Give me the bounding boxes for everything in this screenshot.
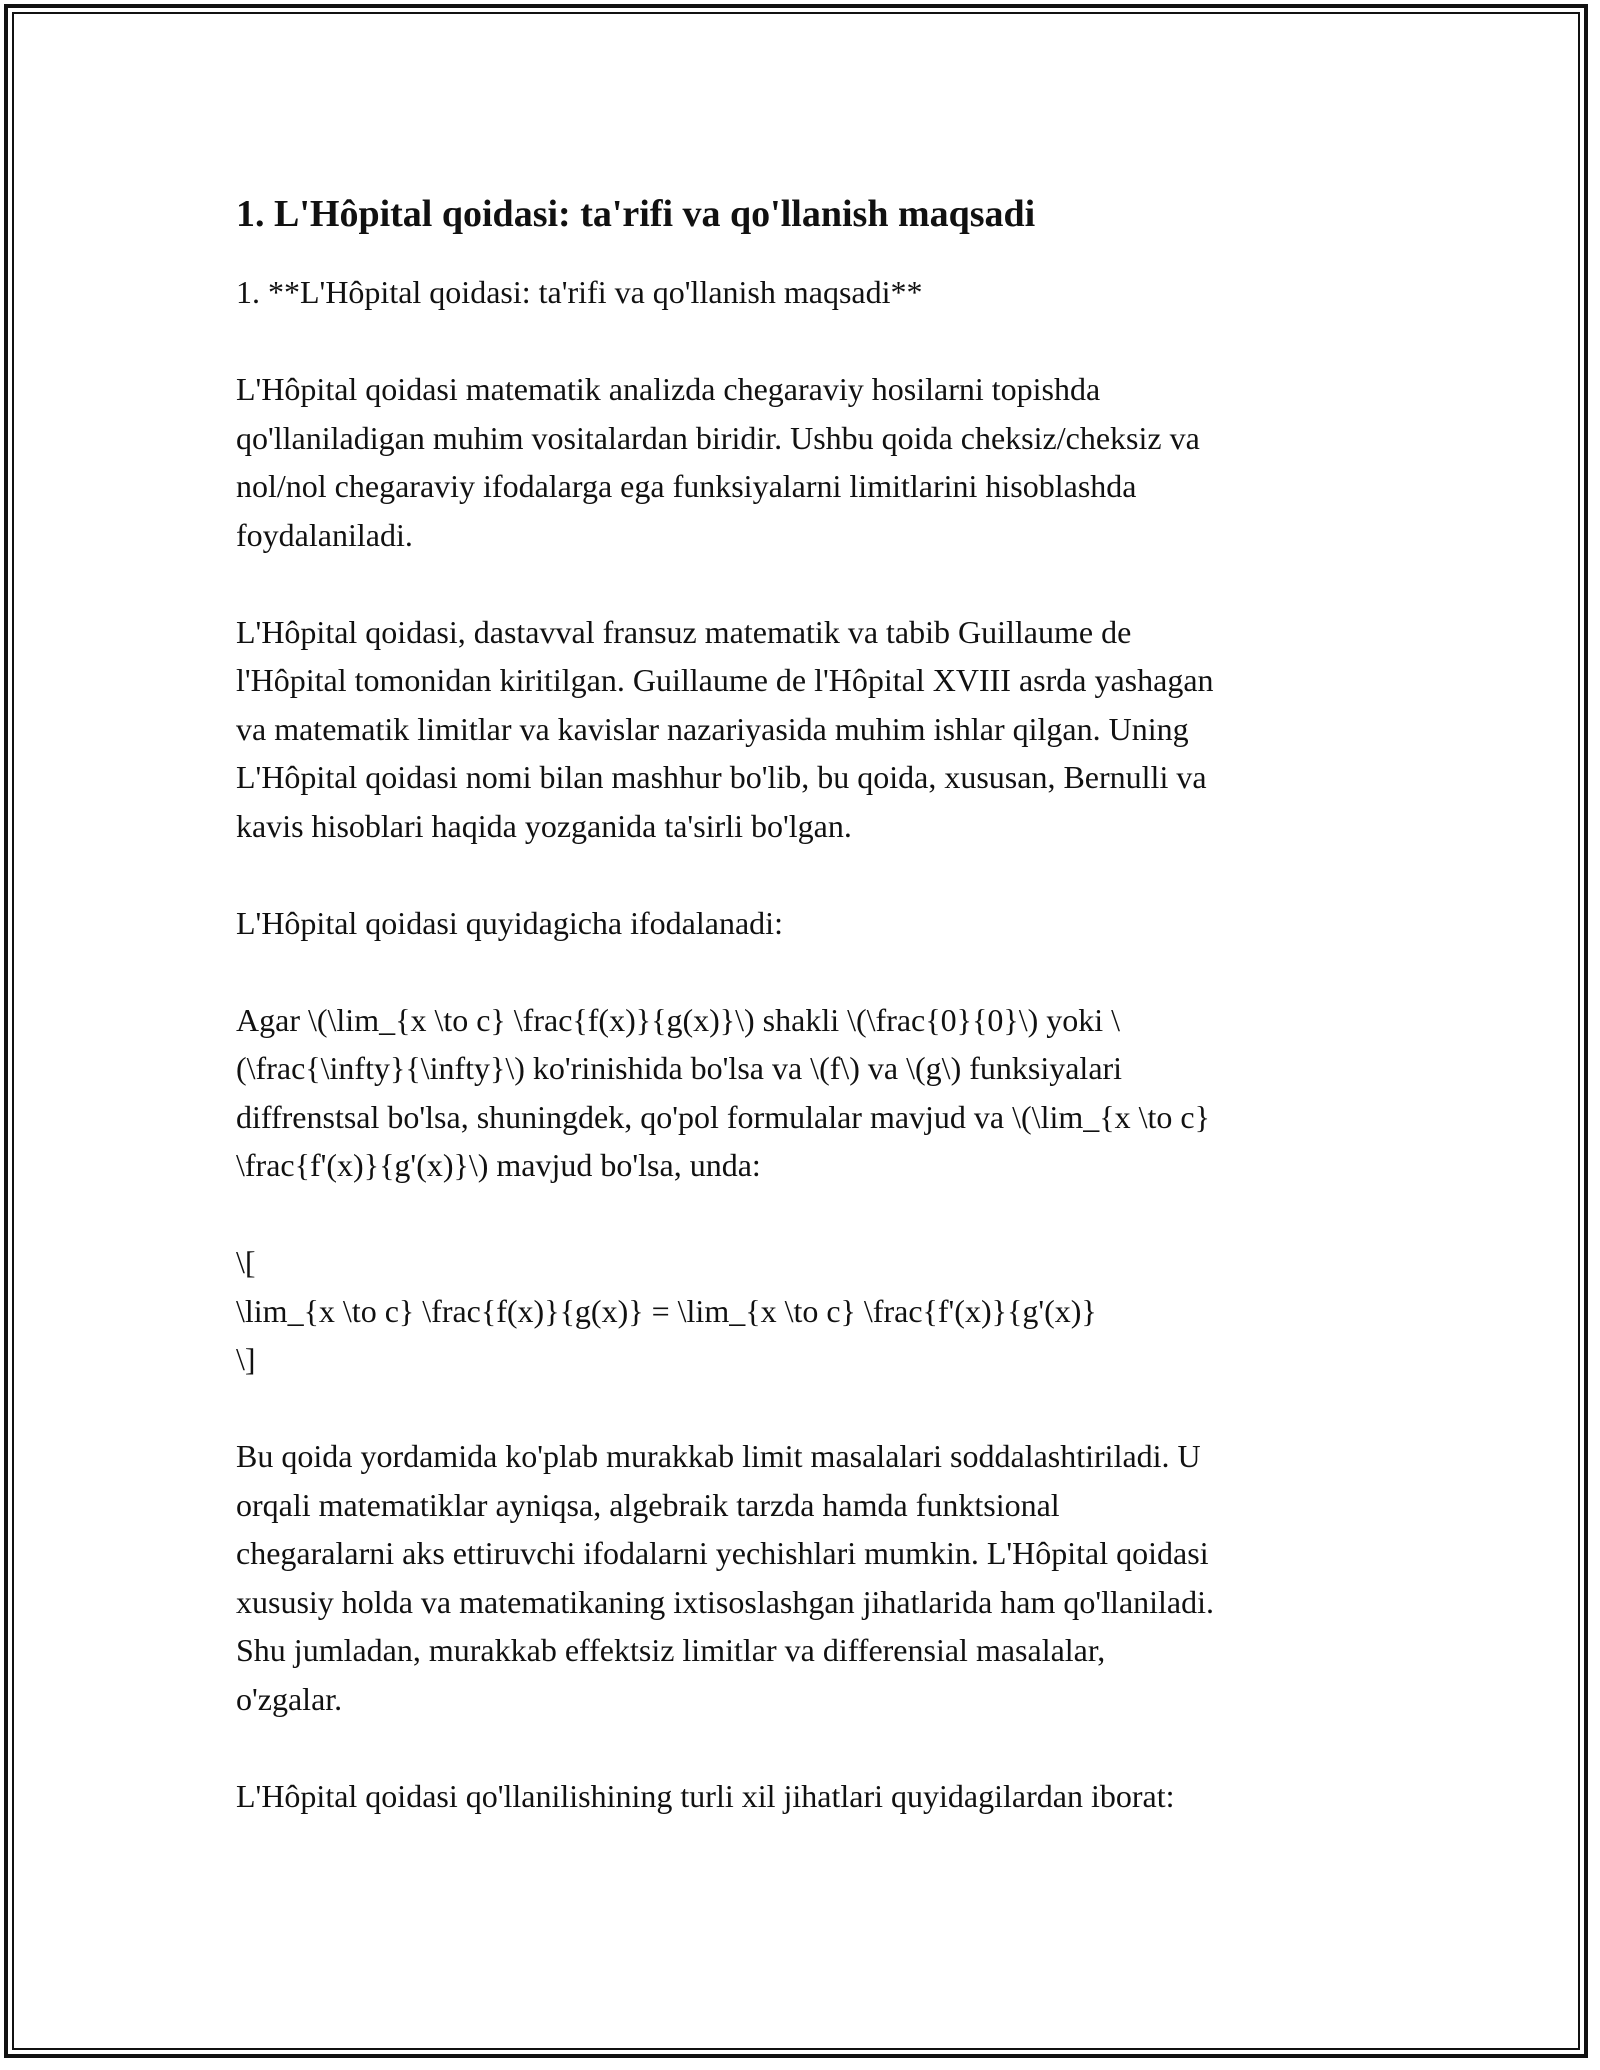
paragraph-gap (236, 559, 1376, 608)
paragraph-definition: L'Hôpital qoidasi matematik analizda chegaraviy hosilarni topishda qo'llaniladigan muhim vositalardan biridir. Ushbu qoida cheksiz/cheksiz va nol/nol chegaraviy ifodalarga ega funksiyalarni limitlarini hisoblashda foydalaniladi. (236, 371, 1200, 553)
paragraph-gap (236, 317, 1376, 366)
document-body (236, 184, 1376, 1820)
formula-block: \[ \lim_{x \to c} \frac{f(x)}{g(x)} = \lim_{x \to c} \frac{f'(x)}{g'(x)} \] (236, 1244, 1097, 1377)
paragraph-gap (236, 947, 1376, 996)
paragraph-aspects-intro: L'Hôpital qoidasi qo'llanilishining turli xil jihatlari quyidagilardan iborat: (236, 1777, 1175, 1814)
paragraph-gap (236, 1723, 1376, 1772)
paragraph-gap (236, 1384, 1376, 1433)
paragraph-statement-intro: L'Hôpital qoidasi quyidagicha ifodalanadi: (236, 904, 783, 941)
paragraph-history: L'Hôpital qoidasi, dastavval fransuz matematik va tabib Guillaume de l'Hôpital tomonidan kiritilgan. Guillaume de l'Hôpital XVIII asrda yashagan va matematik limitlar va kavislar nazariyasida muhim ishlar qilgan. Uning L'Hôpital qoidasi nomi bilan mashhur bo'lib, bu qoida, xususan, Bernulli va kavis hisoblari haqida yozganida ta'sirli bo'lgan. (236, 613, 1214, 844)
section-heading: 1. L'Hôpital qoidasi: ta'rifi va qo'llanish maqsadi (236, 193, 1036, 235)
paragraph-gap (236, 1190, 1376, 1239)
paragraph-usage: Bu qoida yordamida ko'plab murakkab limit masalalari soddalashtiriladi. U orqali matematiklar ayniqsa, algebraik tarzda hamda funktsional chegaralarni aks ettiruvchi ifodalarni yechishlari mumkin. L'Hôpital qoidasi xususiy holda va matematikaning ixtisoslashgan jihatlarida ham qo'llaniladi. Shu jumladan, murakkab effektsiz limitlar va differensial masalalar, o'zgalar. (236, 1438, 1215, 1717)
paragraph-gap (236, 850, 1376, 899)
paragraph-title-line: 1. **L'Hôpital qoidasi: ta'rifi va qo'llanish maqsadi** (236, 274, 923, 310)
paragraph-condition: Agar \(\lim_{x \to c} \frac{f(x)}{g(x)}\) shakli \(\frac{0}{0}\) yoki \ (\frac{\infty}{\infty}\) ko'rinishida bo'lsa va \(f\) va \(g\) funksiyalari diffrenstsal bo'lsa, shuningdek, qo'pol formulalar mavjud va \(\lim_{x \to c} \frac{f'(x)}{g'(x)}\) mavjud bo'lsa, unda: (236, 1001, 1210, 1183)
